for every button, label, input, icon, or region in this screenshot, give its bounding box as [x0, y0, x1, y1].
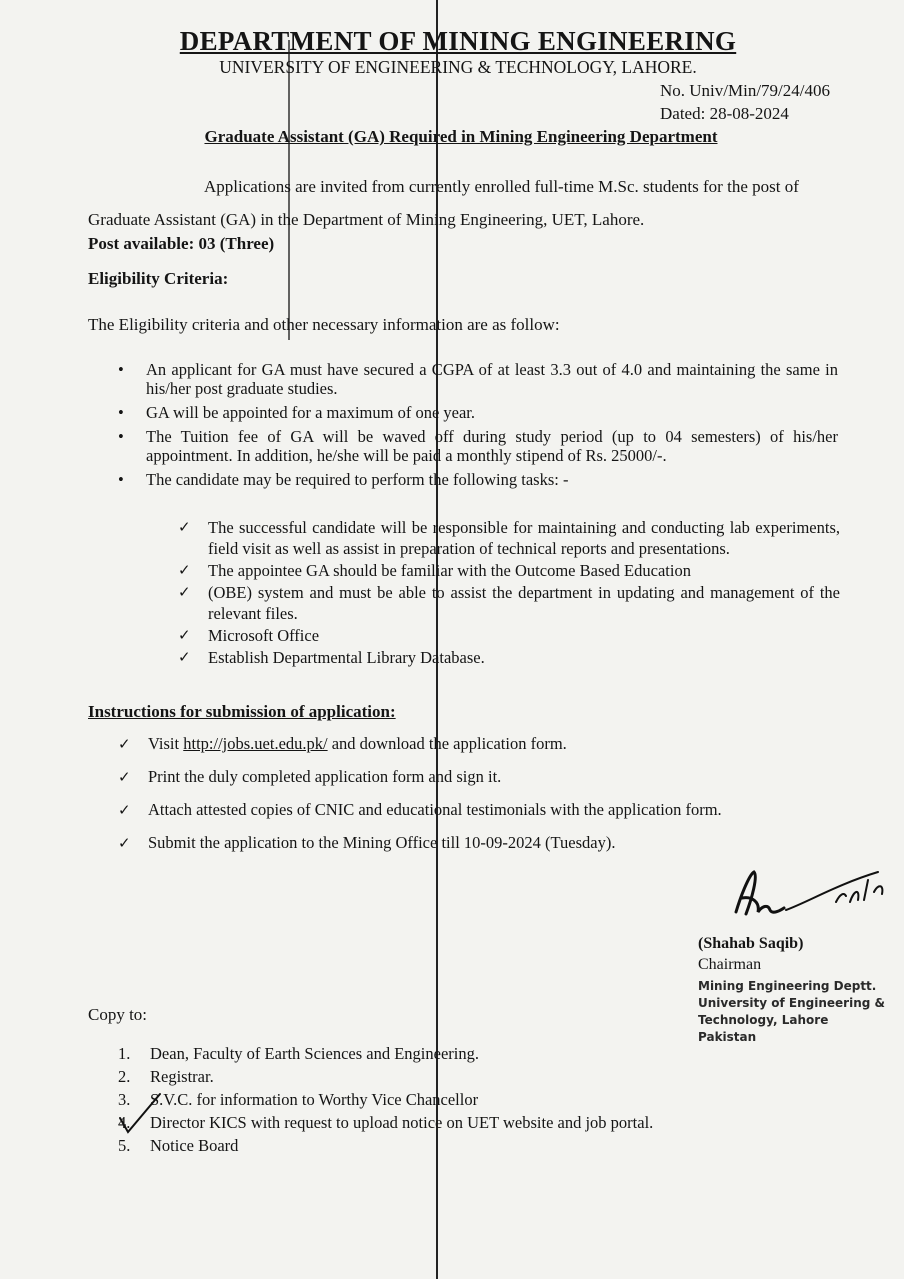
list-item: ✓ The appointee GA should be familiar with the Outcome Based Education — [178, 561, 691, 580]
check-icon: ✓ — [178, 626, 191, 644]
list-item: 4. Director KICS with request to upload notice on UET website and job portal. — [118, 1113, 654, 1132]
list-item: ✓ Establish Departmental Library Database. — [178, 648, 485, 667]
bullet-icon: • — [118, 427, 124, 446]
list-item: ✓ Microsoft Office — [178, 626, 320, 645]
list-item: • The candidate may be required to perform the following tasks: - — [118, 470, 569, 489]
check-icon: ✓ — [118, 801, 131, 819]
check-icon: ✓ — [118, 735, 131, 753]
eligibility-intro: The Eligibility criteria and other necessary information are as follow: — [88, 315, 560, 334]
bullet-icon: • — [118, 360, 124, 379]
task-list — [178, 517, 840, 669]
check-icon: ✓ — [118, 834, 131, 852]
list-item: 5. Notice Board — [118, 1136, 239, 1155]
university-name: UNIVERSITY OF ENGINEERING & TECHNOLOGY, LAHORE. — [219, 57, 697, 77]
jobs-portal-link[interactable]: http://jobs.uet.edu.pk/ — [183, 734, 328, 753]
copy-to-list — [118, 1043, 653, 1158]
signature-icon — [728, 862, 898, 924]
intro-paragraph: Applications are invited from currently enrolled full-time M.Sc. students for the post of Graduate Assistant (GA) in the Department of Mining Engineering, UET, Lahore. — [88, 177, 799, 229]
department-stamp: Mining Engineering Deptt. University of Engineering & Technology, Lahore Pakistan — [698, 979, 885, 1044]
notice-subject: Graduate Assistant (GA) Required in Mining Engineering Department — [204, 127, 718, 146]
list-item: ✓ Visit http://jobs.uet.edu.pk/ and download the application form. — [118, 732, 858, 765]
bullet-icon: • — [118, 470, 124, 489]
department-title: DEPARTMENT OF MINING ENGINEERING — [179, 26, 737, 56]
signatory-name: (Shahab Saqib) — [698, 935, 804, 952]
list-item: • An applicant for GA must have secured a CGPA of at least 3.3 out of 4.0 and maintaining the same in his/her post graduate studies. — [118, 360, 838, 398]
list-item: 3. S.V.C. for information to Worthy Vice Chancellor — [118, 1090, 479, 1109]
check-icon: ✓ — [178, 583, 191, 601]
list-item: ✓ Print the duly completed application form and sign it. — [118, 765, 858, 798]
check-icon: ✓ — [178, 561, 191, 579]
check-icon: ✓ — [178, 518, 191, 536]
reference-number: No. Univ/Min/79/24/406 — [660, 81, 831, 100]
bullet-icon: • — [118, 403, 124, 422]
post-available: Post available: 03 (Three) — [88, 234, 275, 253]
eligibility-list — [116, 360, 838, 494]
handwritten-check-icon — [116, 1088, 166, 1138]
list-item: ✓ Submit the application to the Mining Office till 10-09-2024 (Tuesday). — [118, 831, 858, 864]
list-item: ✓ (OBE) system and must be able to assist the department in updating and management of the relevant files. — [178, 583, 840, 623]
signatory-title: Chairman — [698, 956, 762, 973]
list-item: ✓ Attach attested copies of CNIC and educational testimonials with the application form. — [118, 798, 858, 831]
eligibility-heading: Eligibility Criteria: — [88, 269, 229, 288]
list-item: 2. Registrar. — [118, 1067, 214, 1086]
check-icon: ✓ — [118, 768, 131, 786]
instructions-heading: Instructions for submission of application: — [88, 702, 396, 721]
date: Dated: 28-08-2024 — [660, 104, 789, 123]
copy-to-heading: Copy to: — [88, 1005, 148, 1024]
list-item: • The Tuition fee of GA will be waved off during study period (up to 04 semesters) of his/her appointment. In addition, he/she will be paid a monthly stipend of Rs. 25000/-. — [118, 427, 838, 465]
instructions-list — [118, 732, 858, 864]
list-item: • GA will be appointed for a maximum of one year. — [118, 403, 476, 422]
list-item: ✓ The successful candidate will be responsible for maintaining and conducting lab experiments, field visit as well as assist in preparation of technical reports and presentations. — [178, 518, 840, 558]
check-icon: ✓ — [178, 648, 191, 666]
list-item: 1. Dean, Faculty of Earth Sciences and Engineering. — [118, 1044, 479, 1063]
